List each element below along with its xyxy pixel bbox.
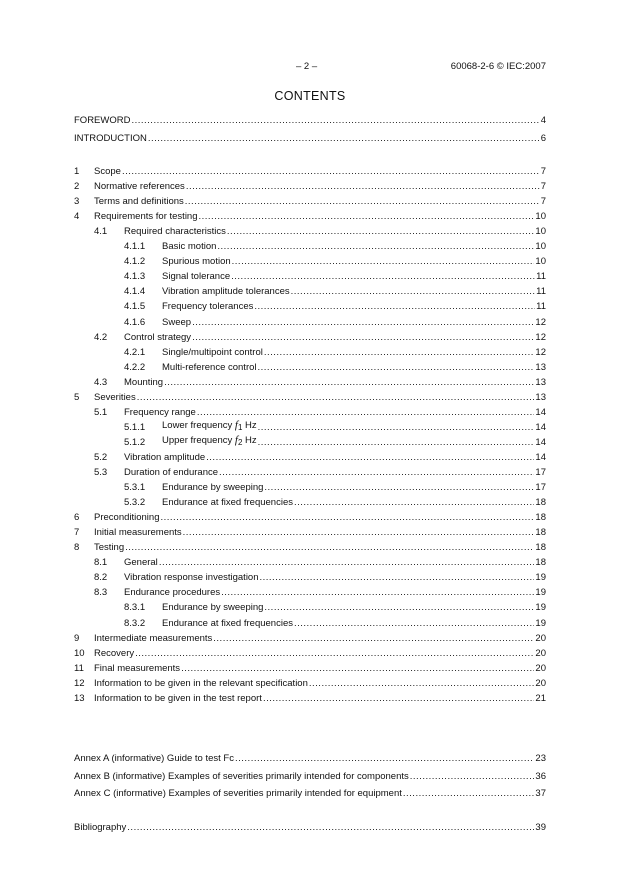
dot-leader bbox=[309, 678, 535, 690]
section-number: 2 bbox=[74, 181, 80, 193]
page-ref: 7 bbox=[540, 166, 546, 177]
page-ref: 17 bbox=[535, 482, 546, 494]
section-number: 4.1.1 bbox=[124, 241, 146, 253]
page-ref: 14 bbox=[535, 436, 546, 448]
dot-leader bbox=[197, 407, 535, 419]
dot-leader bbox=[164, 377, 534, 389]
page-ref: 19 bbox=[535, 617, 546, 629]
section-number: 12 bbox=[74, 677, 85, 689]
section-number: 4.2.1 bbox=[124, 346, 146, 358]
section-number: 8.3 bbox=[94, 587, 108, 599]
section-number: 5.2 bbox=[94, 451, 108, 463]
entry-title: Annex A (informative) Guide to test Fc bbox=[74, 753, 234, 764]
toc-entry[interactable] bbox=[74, 330, 546, 344]
toc-entry[interactable] bbox=[74, 405, 546, 419]
toc-entry[interactable] bbox=[74, 570, 546, 584]
section-number: 10 bbox=[74, 647, 85, 659]
section-number: 8.3.1 bbox=[124, 602, 146, 614]
entry-title: Scope bbox=[94, 166, 121, 177]
page-ref: 11 bbox=[536, 286, 546, 298]
page-ref: 18 bbox=[535, 512, 546, 524]
entry-title: Signal tolerance bbox=[162, 271, 231, 283]
entry-title: Terms and definitions bbox=[94, 196, 184, 208]
toc-entry[interactable] bbox=[74, 194, 546, 208]
annex-entry[interactable] bbox=[74, 751, 546, 765]
page-ref: 20 bbox=[535, 647, 546, 659]
page-ref: 39 bbox=[535, 822, 546, 833]
dot-leader bbox=[264, 602, 534, 614]
entry-title: Endurance by sweeping bbox=[162, 602, 264, 614]
section-number: 8.2 bbox=[94, 572, 108, 584]
toc-entry[interactable] bbox=[74, 224, 546, 238]
dot-leader bbox=[186, 181, 540, 193]
bibliography-entry[interactable] bbox=[74, 820, 546, 834]
section-number: 1 bbox=[74, 166, 80, 177]
section-number: 5 bbox=[74, 391, 80, 403]
section-number: 4.2.2 bbox=[124, 361, 146, 373]
section-number: 7 bbox=[74, 527, 80, 539]
page-ref: 18 bbox=[535, 527, 546, 539]
page-ref: 18 bbox=[535, 542, 546, 554]
dot-leader bbox=[235, 753, 534, 765]
section-number: 4.1.3 bbox=[124, 271, 146, 283]
entry-title: Mounting bbox=[124, 376, 164, 388]
toc-entry[interactable] bbox=[74, 360, 546, 374]
entry-title: Normative references bbox=[94, 181, 185, 193]
page-ref: 11 bbox=[536, 301, 546, 313]
dot-leader bbox=[217, 241, 534, 253]
dot-leader bbox=[159, 557, 535, 569]
toc-entry[interactable] bbox=[74, 691, 546, 705]
section-number: 5.1 bbox=[94, 406, 108, 418]
toc-entry[interactable] bbox=[74, 631, 546, 645]
section-number: 5.3 bbox=[94, 467, 108, 478]
entry-title: Basic motion bbox=[162, 241, 217, 253]
section-number: 4.1.4 bbox=[124, 286, 146, 298]
section-number: 3 bbox=[74, 196, 80, 208]
entry-title: Information to be given in the relevant specification bbox=[94, 677, 308, 689]
dot-leader bbox=[227, 226, 535, 238]
section-number: 6 bbox=[74, 512, 80, 524]
page-ref: 13 bbox=[535, 376, 546, 388]
entry-title: Vibration amplitude tolerances bbox=[162, 286, 290, 298]
toc-entry[interactable] bbox=[74, 254, 546, 268]
toc-entry[interactable] bbox=[74, 465, 546, 479]
page-ref: 12 bbox=[535, 346, 546, 358]
entry-title: INTRODUCTION bbox=[74, 132, 147, 144]
front-entry[interactable] bbox=[74, 131, 546, 145]
entry-title: Upper frequency $f_2$ Hz bbox=[162, 433, 257, 447]
entry-title: Information to be given in the test report bbox=[94, 692, 262, 704]
toc-entry[interactable] bbox=[74, 179, 546, 193]
toc-entry[interactable] bbox=[74, 480, 546, 494]
page-ref: 21 bbox=[535, 692, 546, 704]
entry-title: Annex C (informative) Examples of severities primarily intended for equipment bbox=[74, 788, 402, 799]
toc-entry[interactable] bbox=[74, 420, 546, 434]
entry-title: Frequency tolerances bbox=[162, 301, 254, 313]
page-ref: 36 bbox=[535, 770, 546, 782]
toc-entry[interactable] bbox=[74, 299, 546, 313]
dot-leader bbox=[264, 482, 534, 494]
entry-title: Recovery bbox=[94, 647, 135, 659]
dot-leader bbox=[148, 133, 540, 145]
frequency-subscript: 1 bbox=[237, 422, 243, 432]
page-title: CONTENTS bbox=[274, 89, 346, 103]
section-number: 4.2 bbox=[94, 331, 108, 343]
dot-leader bbox=[258, 362, 535, 374]
entry-title: Initial measurements bbox=[94, 527, 182, 539]
section-number: 4.1.2 bbox=[124, 256, 146, 268]
section-number: 8 bbox=[74, 542, 80, 554]
entry-title: Vibration amplitude bbox=[124, 451, 206, 463]
page-ref: 19 bbox=[535, 572, 546, 584]
dot-leader bbox=[183, 527, 535, 539]
page-ref: 7 bbox=[540, 181, 546, 193]
page-ref: 10 bbox=[535, 211, 546, 223]
toc-entry[interactable] bbox=[74, 510, 546, 524]
frequency-symbol: f bbox=[234, 433, 238, 446]
entry-title: Annex B (informative) Examples of severities primarily intended for components bbox=[74, 770, 409, 782]
section-number: 4.1.5 bbox=[124, 301, 146, 313]
dot-leader bbox=[192, 332, 534, 344]
toc-entry[interactable] bbox=[74, 600, 546, 614]
dot-leader bbox=[127, 822, 534, 834]
page-ref: 14 bbox=[535, 406, 546, 418]
section-number: 8.3.2 bbox=[124, 617, 146, 629]
toc-entry[interactable] bbox=[74, 646, 546, 660]
dot-leader bbox=[199, 211, 535, 223]
page-ref: 10 bbox=[535, 256, 546, 268]
toc-entry[interactable] bbox=[74, 616, 546, 630]
section-number: 11 bbox=[74, 662, 84, 674]
page-ref: 10 bbox=[535, 226, 546, 238]
page-ref: 12 bbox=[535, 331, 546, 343]
dot-leader bbox=[192, 317, 534, 329]
dot-leader bbox=[263, 693, 534, 705]
page-ref: 4 bbox=[540, 115, 546, 126]
section-number: 9 bbox=[74, 632, 80, 644]
dot-leader bbox=[219, 467, 534, 479]
entry-title: Lower frequency $f_1$ Hz bbox=[162, 418, 257, 432]
entry-title: Multi-reference control bbox=[162, 361, 257, 373]
page-ref: 10 bbox=[535, 241, 546, 253]
dot-leader bbox=[161, 512, 535, 524]
entry-title: Control strategy bbox=[124, 331, 192, 343]
dot-leader bbox=[206, 452, 534, 464]
page-ref: 17 bbox=[535, 467, 546, 478]
section-number: 4.1.6 bbox=[124, 316, 146, 328]
page-ref: 13 bbox=[535, 391, 546, 403]
section-number: 5.1.1 bbox=[124, 421, 146, 433]
section-number: 8.1 bbox=[94, 557, 108, 569]
toc-entry[interactable] bbox=[74, 209, 546, 223]
page-ref: 20 bbox=[535, 662, 546, 674]
dot-leader bbox=[260, 572, 535, 584]
page-ref: 20 bbox=[535, 677, 546, 689]
toc-entry[interactable] bbox=[74, 495, 546, 509]
entry-title: Severities bbox=[94, 391, 136, 403]
dot-leader bbox=[131, 115, 539, 127]
page-ref: 19 bbox=[535, 587, 546, 599]
entry-title: Preconditioning bbox=[94, 512, 160, 524]
annex-entry[interactable] bbox=[74, 769, 546, 783]
entry-title: Duration of endurance bbox=[124, 467, 219, 478]
entry-title: Required characteristics bbox=[124, 226, 226, 238]
page-ref: 23 bbox=[535, 753, 546, 764]
entry-title: Testing bbox=[94, 542, 125, 554]
entry-title: FOREWORD bbox=[74, 115, 131, 126]
toc-entry[interactable] bbox=[74, 239, 546, 253]
dot-leader bbox=[258, 422, 535, 434]
dot-leader bbox=[258, 437, 535, 449]
toc-entry[interactable] bbox=[74, 540, 546, 554]
page-ref: 14 bbox=[535, 421, 546, 433]
toc-entry[interactable] bbox=[74, 345, 546, 359]
page-ref: 11 bbox=[536, 271, 546, 283]
page-number: – 2 – bbox=[296, 61, 318, 72]
entry-title: Intermediate measurements bbox=[94, 632, 213, 644]
entry-title: Endurance at fixed frequencies bbox=[162, 497, 293, 509]
entry-title: Endurance by sweeping bbox=[162, 482, 264, 494]
dot-leader bbox=[294, 497, 534, 509]
page-ref: 14 bbox=[535, 451, 546, 463]
frequency-subscript: 2 bbox=[237, 437, 243, 447]
page-ref: 19 bbox=[535, 602, 546, 614]
entry-title: Bibliography bbox=[74, 822, 127, 833]
section-number: 4.1 bbox=[94, 226, 108, 238]
dot-leader bbox=[410, 771, 535, 783]
toc-entry[interactable] bbox=[74, 284, 546, 298]
toc-entry[interactable] bbox=[74, 450, 546, 464]
entry-title: General bbox=[124, 557, 158, 569]
dot-leader bbox=[294, 618, 534, 630]
section-number: 4.3 bbox=[94, 376, 108, 388]
toc-entry[interactable] bbox=[74, 164, 546, 178]
entry-title: Sweep bbox=[162, 316, 192, 328]
dot-leader bbox=[232, 256, 535, 268]
page-ref: 18 bbox=[535, 497, 546, 509]
dot-leader bbox=[135, 648, 534, 660]
dot-leader bbox=[264, 347, 535, 359]
page-ref: 18 bbox=[535, 557, 546, 569]
section-number: 4 bbox=[74, 211, 80, 223]
frequency-symbol: f bbox=[234, 418, 238, 431]
toc-entry[interactable] bbox=[74, 390, 546, 404]
section-number: 5.3.2 bbox=[124, 497, 146, 509]
entry-title: Vibration response investigation bbox=[124, 572, 259, 584]
toc-entry[interactable] bbox=[74, 525, 546, 539]
page-ref: 20 bbox=[535, 632, 546, 644]
toc-entry[interactable] bbox=[74, 269, 546, 283]
entry-title: Endurance at fixed frequencies bbox=[162, 617, 293, 629]
toc-entry[interactable] bbox=[74, 661, 546, 675]
toc-entry[interactable] bbox=[74, 555, 546, 569]
entry-title: Requirements for testing bbox=[94, 211, 198, 223]
dot-leader bbox=[181, 663, 534, 675]
toc-entry[interactable] bbox=[74, 375, 546, 389]
dot-leader bbox=[403, 788, 535, 800]
dot-leader bbox=[254, 301, 535, 313]
dot-leader bbox=[213, 633, 534, 645]
toc-entry[interactable] bbox=[74, 676, 546, 690]
document-reference: 60068-2-6 © IEC:2007 bbox=[450, 61, 546, 72]
entry-title: Endurance procedures bbox=[124, 587, 221, 599]
page-ref: 37 bbox=[535, 788, 546, 799]
dot-leader bbox=[291, 286, 536, 298]
entry-title: Frequency range bbox=[124, 406, 196, 418]
dot-leader bbox=[122, 166, 540, 178]
entry-title: Final measurements bbox=[94, 662, 181, 674]
dot-leader bbox=[231, 271, 535, 283]
section-number: 13 bbox=[74, 692, 85, 704]
page-ref: 13 bbox=[535, 361, 546, 373]
front-entry[interactable] bbox=[74, 113, 546, 127]
page-ref: 12 bbox=[535, 316, 546, 328]
entry-title: Single/multipoint control bbox=[162, 346, 263, 358]
toc-entry[interactable] bbox=[74, 585, 546, 599]
dot-leader bbox=[221, 587, 534, 599]
entry-title: Spurious motion bbox=[162, 256, 231, 268]
toc-entry[interactable] bbox=[74, 435, 546, 449]
page-ref: 6 bbox=[540, 132, 546, 144]
page-ref: 7 bbox=[540, 196, 546, 208]
dot-leader bbox=[125, 542, 534, 554]
dot-leader bbox=[185, 196, 540, 208]
annex-entry[interactable] bbox=[74, 786, 546, 800]
toc-entry[interactable] bbox=[74, 315, 546, 329]
dot-leader bbox=[137, 392, 535, 404]
section-number: 5.3.1 bbox=[124, 482, 146, 494]
section-number: 5.1.2 bbox=[124, 436, 146, 448]
